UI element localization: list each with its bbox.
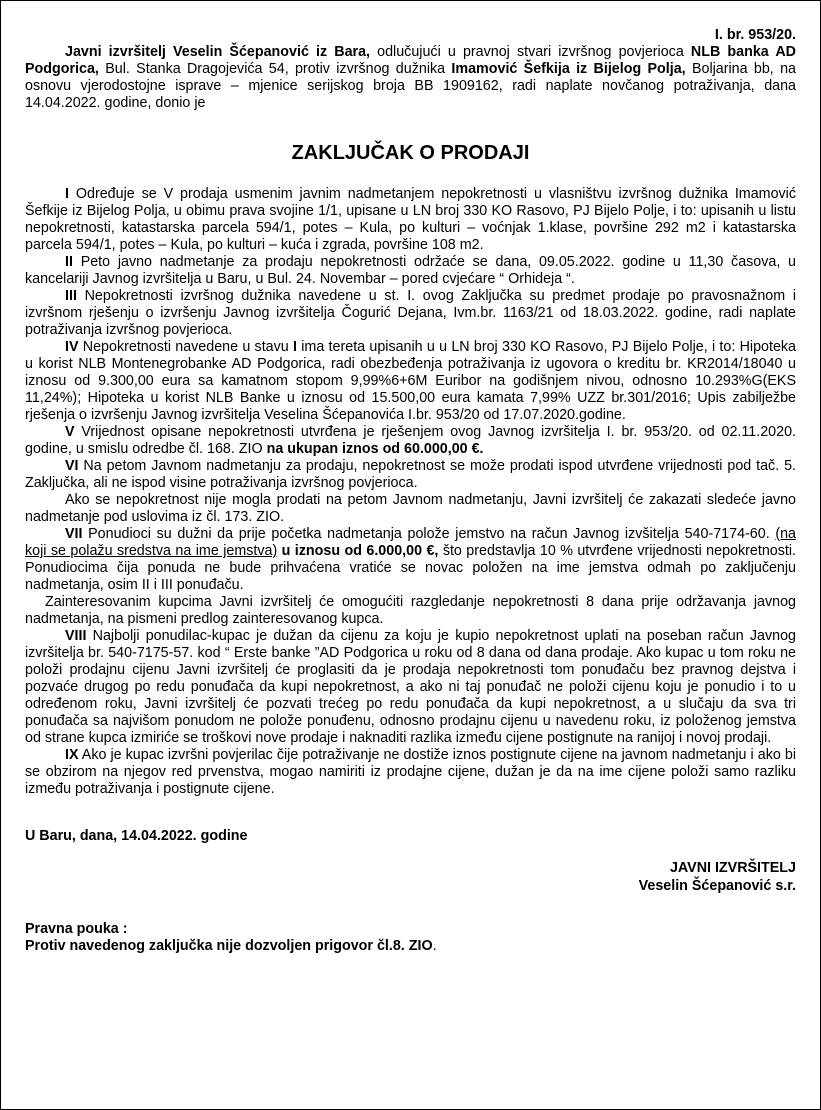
section-iv-number: IV (65, 339, 79, 355)
section-ii-number: II (65, 254, 73, 270)
section-ix-text: Ako je kupac izvršni povjerilac čije potraživanje ne dostiže iznos postignute cijene na javnom nadmetanju i ako bi se obzirom na njegov red prvenstva, mogao namiriti iz prodajne cijene, dužan je da na ime cijene položi samo razliku između potraživanja i postignute cijene. (25, 747, 796, 797)
section-ii (25, 254, 796, 288)
section-vii-underlined: (na koji se polažu sredstva na ime jemstva) (25, 526, 796, 559)
section-iv-bold-i: I (293, 339, 297, 355)
place-and-date: U Baru, dana, 14.04.2022. godine (25, 828, 248, 844)
legal-notice-text: Protiv navedenog zaključka nije dozvoljen prigovor čl.8. ZIO (25, 938, 433, 954)
section-vii (25, 526, 796, 594)
intro-text-3: Boljarina bb, na osnovu vjerodostojne isprave – mjenice serijskog broja BB 1909162, radi naplate novčanog potraživanja, dana 14.04.2022. godine, donio je (25, 61, 796, 111)
section-iv-text-2: ima tereta upisanih u u LN broj 330 KO Rasovo, PJ Bijelo Polje, i to: Hipoteka u korist NLB Montenegrobanke AD Podgorica, radi obezbeđenja potraživanja iz ugovora o kreditu br. KR2014/18040 u iznosu od 9.300,00 eura sa kamatnom stopom 9,99%6+6M Euribor na godišnjem nivou, odnosno 10.293%G(EKS 11,24%); Hipoteka u korist NLB Banke u iznosu od 15.500,00 eura kamata 7,99% UZZ br.301/2016; Upis zabilježbe rješenja o izvršenju Javnog izvršitelja Veselina Šćepanovića I.br. 953/20 od 17.07.2020.godine. (25, 339, 796, 423)
bailiff-name: Javni izvršitelj Veselin Šćepanović iz Bara, (65, 44, 371, 60)
section-iv (25, 339, 796, 424)
section-i (25, 186, 796, 254)
signature-name: Veselin Šćepanović s.r. (638, 878, 796, 894)
creditor-name: NLB banka AD Podgorica, (25, 44, 796, 77)
intro-paragraph (25, 44, 796, 112)
section-vii-text-1: Ponudioci su dužni da prije početka nadmetanja polože jemstvo na račun Javnog izvšitelja 540-7174-60. (82, 526, 776, 542)
section-viii-text: Najbolji ponudilac-kupac je dužan da cijenu za koju je kupio nepokretnost uplati na poseban račun Javnog izvršitelja br. 540-7175-57. kod “ Erste banke ”AD Podgorica u roku od 8 dana od dana prodaje. Ako kupac u tom roku ne položi prodajnu cijenu Javni izvršitelj će proglasiti da je prodaja nepokretnosti tom ponuđaču bez pravnog dejstva i pozvaće drugog po redu ponuđača da kupi nepokretnost, a ako ni taj ponuđač ne položi cijenu koju je ponudio i to u određenom roku, Javni izvršitelj će pozvati trećeg po redu ponuđača da kupi nepokretnost, a u slučaju da sva tri ponuđača sa najvišom ponudom ne polože ponuđenu, odnosno prodajnu cijenu u navedenu roku, iz položenog jemstva od strane kupca izmiriće se troškovi nove prodaje i naknaditi razlika između cijene postignute na ranijoj i novoj prodaji. (25, 628, 796, 746)
section-vii-number: VII (65, 526, 83, 542)
section-iii-number: III (65, 288, 77, 304)
section-vii-deposit-amount: u iznosu od 6.000,00 €, (277, 543, 439, 559)
section-iii (25, 288, 796, 339)
section-iii-text: Nepokretnosti izvršnog dužnika navedene u st. I. ovog Zaključka su predmet prodaje po pravosnažnom i izvršnom rješenju o izvršenju Javnog izvršitelja Čogurić Dejana, Ivm.br. 1163/21 od 18.03.2022. godine, radi naplate potraživanja izvršnog povjerioca. (25, 288, 796, 338)
section-vi-number: VI (65, 458, 79, 474)
intro-text-2: Bul. Stanka Dragojevića 54, protiv izvršnog dužnika (98, 61, 452, 77)
section-ix (25, 747, 796, 798)
section-vi (25, 458, 796, 492)
document-title: ZAKLJUČAK O PRODAJI (291, 142, 530, 164)
section-viii-number: VIII (65, 628, 87, 644)
case-number: I. br. 953/20. (714, 27, 796, 43)
section-vii-text-2: što predstavlja 10 % utvrđene vrijednosti nepokretnosti. Ponudiocima čija ponuda ne bude prihvaćena vratiće se novac položen na ime jemstva odmah po zaključenju nadmetanja, osim II i III ponuđaču. (25, 543, 796, 593)
legal-notice-label: Pravna pouka : (25, 921, 128, 937)
section-iv-text-1: Nepokretnosti navedene u stavu (78, 339, 293, 355)
section-viii (25, 628, 796, 747)
legal-notice (25, 938, 796, 955)
section-ix-number: IX (65, 747, 79, 763)
section-vi-text: Na petom Javnom nadmetanju za prodaju, nepokretnost se može prodati ispod utvrđene vrijednosti pod tač. 5. Zaključka, ali ne ispod visine potraživanja izvršnog povjerioca. (25, 458, 796, 491)
signature-role: JAVNI IZVRŠITELJ (669, 860, 796, 876)
section-v-number: V (65, 424, 75, 440)
section-v-total-amount: na ukupan iznos od 60.000,00 €. (266, 441, 484, 457)
legal-notice-end: . (432, 938, 437, 954)
section-v-text: Vrijednost opisane nepokretnosti utvrđena je rješenjem ovog Javnog izvršitelja I. br. 953/20. od 02.11.2020. godine, u smislu odredbe čl. 168. ZIO (25, 424, 796, 457)
section-vii-continuation: Zainteresovanim kupcima Javni izvršitelj će omogućiti razgledanje nepokretnosti 8 dana prije održavanja javnog nadmetanja, na pismeni predlog zainteresovanog kupca. (25, 594, 796, 627)
section-i-text: Određuje se V prodaja usmenim javnim nadmetanjem nepokretnosti u vlasništvu izvršnog dužnika Imamović Šefkije iz Bijelog Polja, u obimu prava svojine 1/1, upisane u LN broj 330 KO Rasovo, PJ Bijelo Polje, i to: upisanih u listu nepokretnosti, katastarska parcela 594/1, potes – Kula, po kulturi – voćnjak 1.klase, površine 292 m2 i katastarska parcela 594/1, potes – Kula, po kulturi – kuća i zgrada, površine 108 m2. (25, 186, 796, 253)
section-ii-text: Peto javno nadmetanje za prodaju nepokretnosti održaće se dana, 09.05.2022. godine u 11,30 časova, u kancelariji Javnog izvršitelja u Baru, u Bul. 24. Novembar – pored cvjećare “ Orhideja “. (25, 254, 796, 287)
section-i-number: I (65, 186, 69, 202)
debtor-name: Imamović Šefkija iz Bijelog Polja, (451, 61, 686, 77)
intro-text-1: odlučujući u pravnoj stvari izvršnog povjerioca (370, 44, 691, 60)
section-v (25, 424, 796, 458)
signature-block (25, 859, 796, 895)
section-vi-continuation: Ako se nepokretnost nije mogla prodati na petom Javnom nadmetanju, Javni izvršitelj će zakazati sledeće javno nadmetanje pod uslovima iz čl. 173. ZIO. (25, 492, 796, 525)
